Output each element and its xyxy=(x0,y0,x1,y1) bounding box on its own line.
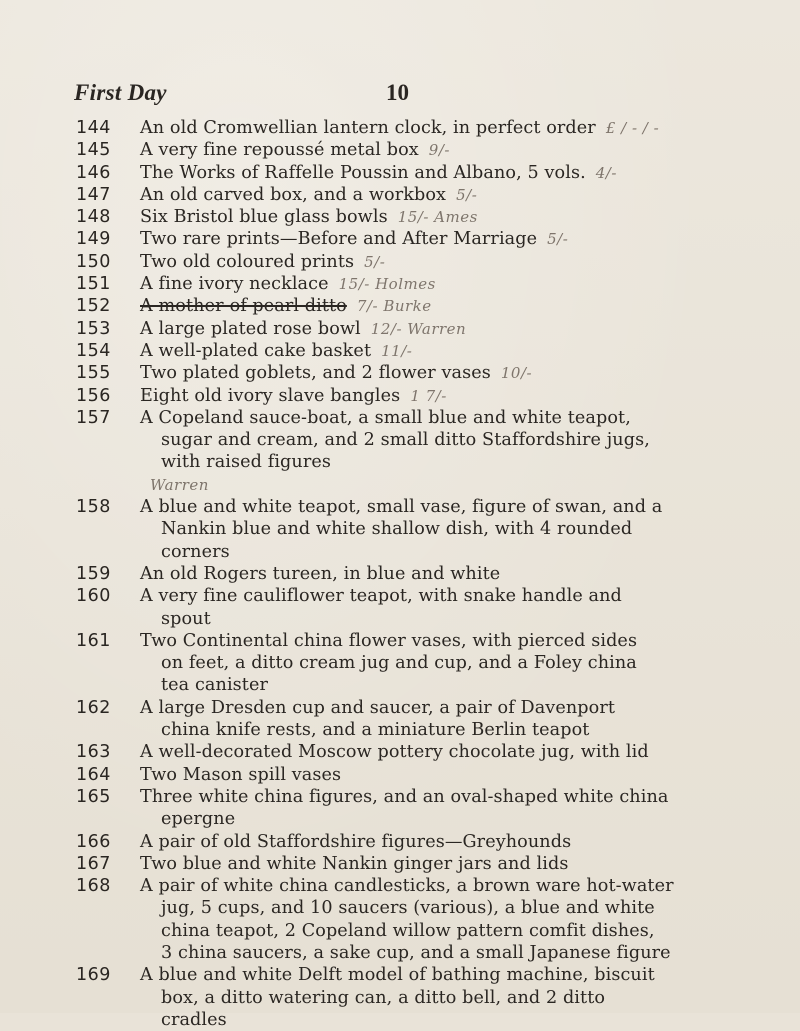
lot-entry xyxy=(0,206,800,228)
lot-description-continuation: box, a ditto watering can, a ditto bell, and 2 ditto xyxy=(161,987,606,1008)
lot-number: 156 xyxy=(76,385,111,406)
lot-description xyxy=(140,764,752,786)
lot-description xyxy=(140,964,752,1031)
lot-description-continuation: corners xyxy=(161,541,230,562)
lot-number: 151 xyxy=(76,274,111,295)
lot-description-continuation: cradles xyxy=(161,1009,227,1030)
handwritten-price-note: £ / - / - xyxy=(605,119,660,137)
lot-description xyxy=(140,741,752,763)
lot-entry xyxy=(0,853,800,875)
lot-entry xyxy=(0,496,800,563)
lot-description xyxy=(140,251,752,273)
lot-description-line: Eight old ivory slave bangles xyxy=(140,385,401,406)
lot-description xyxy=(140,496,752,563)
lot-description-line: A very fine repoussé metal box xyxy=(140,140,419,161)
lot-number: 158 xyxy=(76,497,111,518)
handwritten-price-note: 5/- xyxy=(456,185,478,204)
lot-description-continuation: 3 china saucers, a sake cup, and a small Japanese figure xyxy=(161,942,671,963)
lot-entry xyxy=(0,764,800,786)
lot-description-continuation: jug, 5 cups, and 10 saucers (various), a blue and white xyxy=(161,898,655,919)
lot-description-line: The Works of Raffelle Poussin and Albano, 5 vols. xyxy=(140,162,586,183)
lot-description xyxy=(140,697,752,742)
lot-entry xyxy=(0,273,800,295)
lot-number: 165 xyxy=(76,786,111,807)
lot-entry xyxy=(0,741,800,763)
lot-entry xyxy=(0,563,800,585)
lot-number: 144 xyxy=(76,118,111,138)
lot-description-continuation: tea canister xyxy=(161,675,268,696)
lot-number: 145 xyxy=(76,140,111,161)
handwritten-price-note: 9/- xyxy=(428,141,450,160)
lot-number: 157 xyxy=(76,407,111,428)
lot-entry xyxy=(0,786,800,831)
lot-number: 168 xyxy=(76,876,111,897)
page-header xyxy=(74,80,740,108)
lot-entry xyxy=(0,362,800,384)
lot-description xyxy=(140,206,752,228)
lot-entry xyxy=(0,139,800,161)
lot-description-line: Two rare prints—Before and After Marriage xyxy=(140,229,538,250)
lot-description xyxy=(140,853,752,875)
page-number: 10 xyxy=(386,80,409,105)
lot-entry xyxy=(0,385,800,407)
lot-number: 163 xyxy=(76,742,111,763)
handwritten-price-note: 7/- Burke xyxy=(356,297,432,316)
lot-number: 162 xyxy=(76,697,111,718)
lot-description xyxy=(140,786,752,831)
lot-description-line: An old carved box, and a workbox xyxy=(140,184,447,205)
lot-description-line: A pair of old Staffordshire figures—Greyhounds xyxy=(140,831,572,852)
lot-description xyxy=(140,273,752,295)
lot-description xyxy=(140,630,752,697)
lot-entry xyxy=(0,585,800,630)
lot-number: 148 xyxy=(76,207,111,228)
lot-description-line: A well-decorated Moscow pottery chocolate jug, with lid xyxy=(140,742,649,763)
lot-entry xyxy=(0,318,800,340)
lot-entry xyxy=(0,295,800,317)
lot-number: 161 xyxy=(76,630,111,651)
lot-description-continuation: epergne xyxy=(161,809,236,830)
lot-number: 150 xyxy=(76,251,111,272)
lot-description-line: Two old coloured prints xyxy=(140,251,355,272)
lot-entry xyxy=(0,831,800,853)
lot-description-line: Two Continental china flower vases, with pierced sides xyxy=(140,630,638,651)
lot-description xyxy=(140,295,752,317)
lot-description-line: Three white china figures, and an oval-shaped white china xyxy=(140,786,669,807)
lot-description xyxy=(140,228,752,250)
handwritten-price-note: 10/- xyxy=(500,364,533,383)
lot-description-line: A blue and white teapot, small vase, figure of swan, and a xyxy=(140,497,663,518)
lot-description-line: A large Dresden cup and saucer, a pair of Davenport xyxy=(140,697,616,718)
lot-number: 166 xyxy=(76,831,111,852)
lot-description xyxy=(140,875,752,964)
handwritten-price-note: 15/- Ames xyxy=(397,208,478,227)
lot-description xyxy=(140,162,752,184)
lot-entry xyxy=(0,228,800,250)
lot-number: 152 xyxy=(76,296,111,317)
lot-description xyxy=(140,831,752,853)
lot-description-line: A very fine cauliflower teapot, with snake handle and xyxy=(140,586,622,607)
lot-entry xyxy=(0,875,800,964)
lot-description-line: A mother-of-pearl ditto xyxy=(140,296,347,317)
handwritten-price-note: 5/- xyxy=(364,252,386,271)
lot-description-line: A blue and white Delft model of bathing machine, biscuit xyxy=(140,965,655,986)
handwritten-price-note: 1 7/- xyxy=(410,386,447,405)
lot-description xyxy=(140,563,752,585)
lot-entry xyxy=(0,630,800,697)
lot-description-line: An old Rogers tureen, in blue and white xyxy=(140,563,501,584)
lot-description-line: Two plated goblets, and 2 flower vases xyxy=(140,363,491,384)
lot-entry xyxy=(0,162,800,184)
lot-list xyxy=(0,117,800,1031)
lot-description-line: Six Bristol blue glass bowls xyxy=(140,207,388,228)
lot-description-line: A Copeland sauce-boat, a small blue and white teapot, xyxy=(140,407,631,428)
lot-description-continuation: china knife rests, and a miniature Berlin teapot xyxy=(161,720,590,741)
handwritten-price-note: 11/- xyxy=(381,341,413,360)
lot-number: 154 xyxy=(76,340,111,361)
lot-description-continuation: sugar and cream, and 2 small ditto Staffordshire jugs, xyxy=(161,430,650,451)
lot-description xyxy=(140,318,752,340)
lot-description-line: An old Cromwellian lantern clock, in perfect order xyxy=(140,118,596,138)
handwritten-price-note: 15/- Holmes xyxy=(338,275,436,294)
lot-description-line: Two Mason spill vases xyxy=(140,764,342,785)
lot-description xyxy=(140,184,752,206)
lot-number: 164 xyxy=(76,764,111,785)
lot-entry xyxy=(0,697,800,742)
lot-number: 167 xyxy=(76,853,111,874)
lot-entry xyxy=(0,117,800,139)
lot-description-continuation: spout xyxy=(161,608,211,629)
lot-number: 153 xyxy=(76,318,111,339)
lot-description xyxy=(140,585,752,630)
lot-description xyxy=(140,117,752,139)
lot-entry xyxy=(0,184,800,206)
lot-description xyxy=(140,407,752,496)
lot-number: 160 xyxy=(76,586,111,607)
handwritten-price-note: 12/- Warren xyxy=(370,319,467,338)
lot-description xyxy=(140,362,752,384)
lot-description-continuation: on feet, a ditto cream jug and cup, and a Foley china xyxy=(161,653,637,674)
lot-description-line: A large plated rose bowl xyxy=(140,318,361,339)
lot-description-continuation: Nankin blue and white shallow dish, with 4 rounded xyxy=(161,519,633,540)
lot-entry xyxy=(0,251,800,273)
lot-entry xyxy=(0,407,800,496)
handwritten-price-note: 4/- xyxy=(595,163,617,182)
day-heading: First Day xyxy=(74,80,167,105)
lot-number: 149 xyxy=(76,229,111,250)
handwritten-price-note: Warren xyxy=(150,475,209,494)
lot-entry xyxy=(0,964,800,1031)
lot-description-line: A pair of white china candlesticks, a brown ware hot-water xyxy=(140,876,674,897)
lot-description-line: Two blue and white Nankin ginger jars and lids xyxy=(140,853,569,874)
lot-description-continuation: china teapot, 2 Copeland willow pattern comfit dishes, xyxy=(161,920,655,941)
lot-number: 159 xyxy=(76,563,111,584)
lot-description-line: A well-plated cake basket xyxy=(140,340,372,361)
lot-number: 169 xyxy=(76,965,111,986)
handwritten-price-note: 5/- xyxy=(547,230,569,249)
lot-number: 155 xyxy=(76,363,111,384)
lot-description xyxy=(140,385,752,407)
lot-description-line: A fine ivory necklace xyxy=(140,274,329,295)
lot-entry xyxy=(0,340,800,362)
lot-description xyxy=(140,139,752,161)
lot-number: 146 xyxy=(76,162,111,183)
lot-description xyxy=(140,340,752,362)
lot-description-continuation: with raised figures xyxy=(161,452,331,473)
lot-number: 147 xyxy=(76,184,111,205)
